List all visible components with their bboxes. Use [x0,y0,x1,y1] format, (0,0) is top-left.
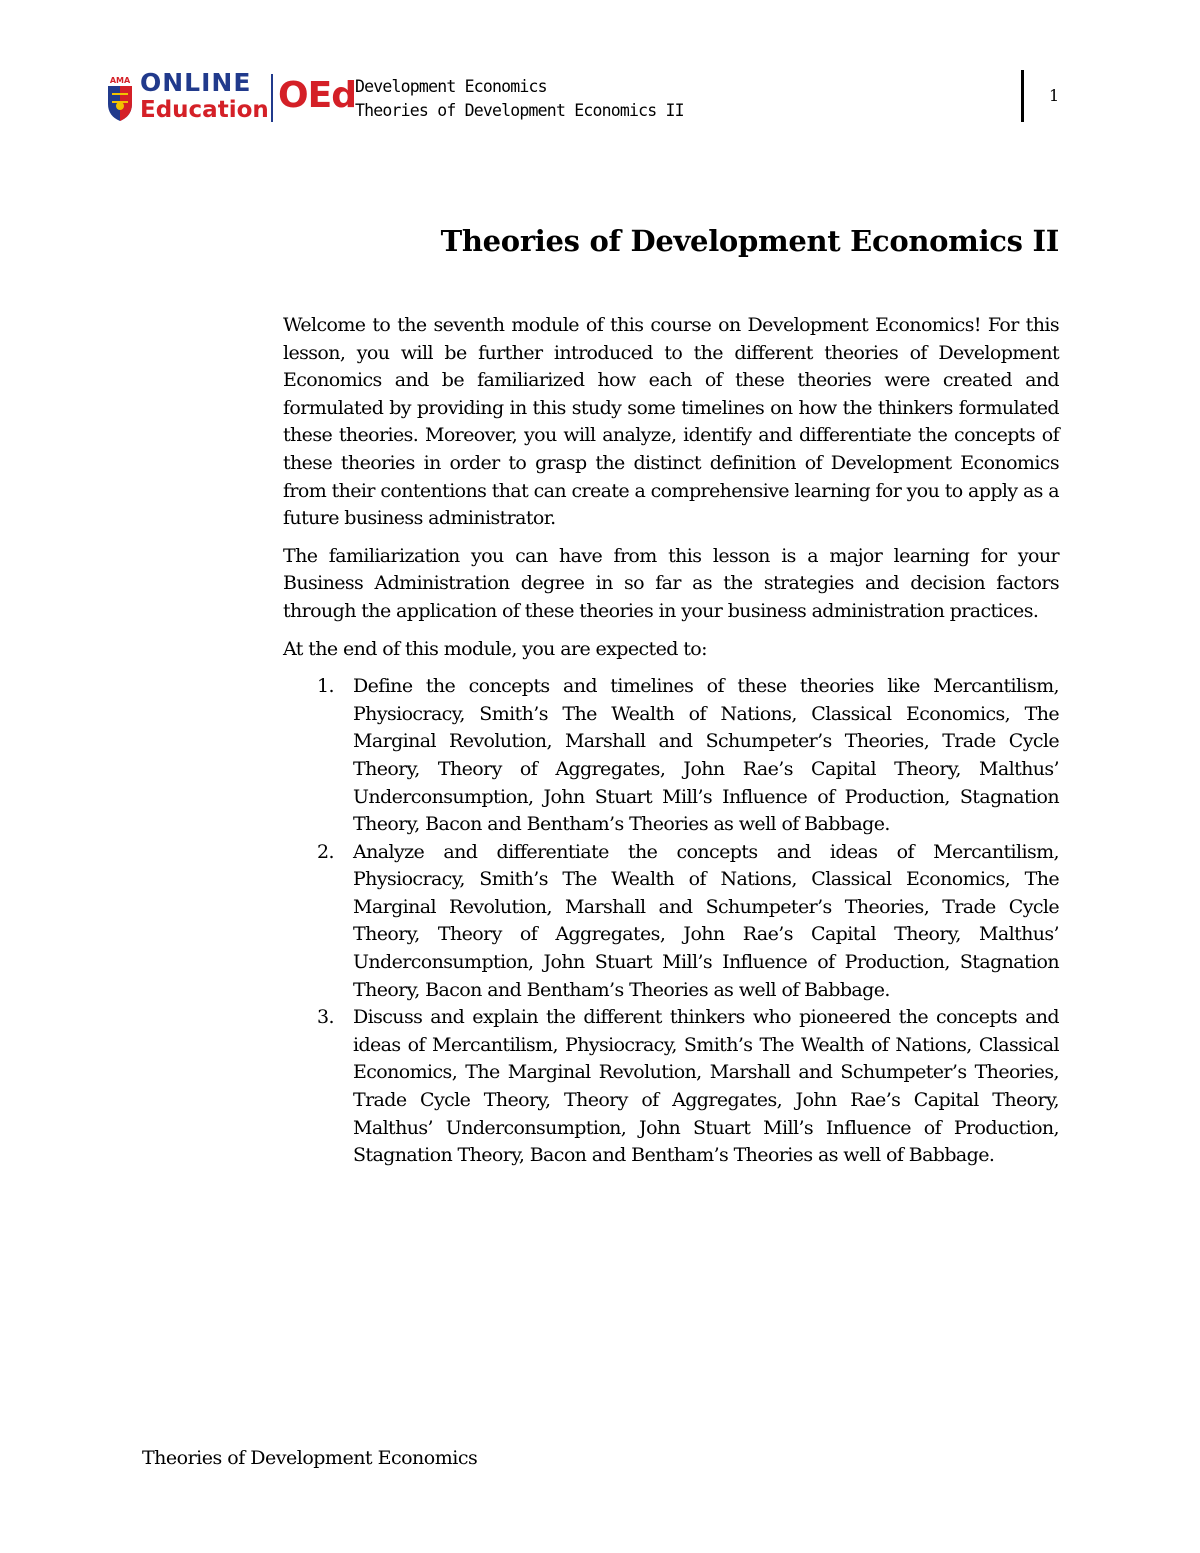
logo-divider [271,74,273,122]
objective-item [283,839,1059,1005]
objective-number: 2. [317,840,334,863]
page-footer: Theories of Development Economics [142,1447,478,1469]
objective-text: Define the concepts and timelines of these theories like Mercantilism, Physiocracy, Smith’s The Wealth of Nations, Classical Economics, The Marginal Revolution, Marshall and Schumpeter’s Theories, Trade Cycle Theory, Theory of Aggregates, John Rae’s Capital Theory, Malthus’ Underconsumption, John Stuart Mill’s Influence of Production, Stagnation Theory, Bacon and Bentham’s Theories as well of Babbage. [353,675,1059,836]
header-module-title: Theories of Development Economics II [355,101,684,120]
importance-paragraph: The familiarization you can have from this lesson is a major learning for your Business Administration degree in so far as the strategies and decision factors through the application of these theories in your business administration practices. [283,544,1059,622]
objective-item [283,1004,1059,1170]
page-number: 1 [1049,86,1060,105]
objectives-intro: At the end of this module, you are expected to: [283,637,707,660]
ama-shield-icon [106,74,134,122]
header-course-info [355,75,684,123]
logo-education-text: Education [140,97,269,123]
online-education-logo [106,68,356,126]
objective-text: Analyze and differentiate the concepts and ideas of Mercantilism, Physiocracy, Smith’s The Wealth of Nations, Classical Economics, The Marginal Revolution, Marshall and Schumpeter’s Theories, Trade Cycle Theory, Theory of Aggregates, John Rae’s Capital Theory, Malthus’ Underconsumption, John Stuart Mill’s Influence of Production, Stagnation Theory, Bacon and Bentham’s Theories as well of Babbage. [353,840,1059,1001]
intro-paragraph: Welcome to the seventh module of this course on Development Economics! For this lesson, you will be further introduced to the different theories of Development Economics and be familiarized how each of these theories were created and formulated by providing in this study some timelines on how the thinkers formulated these theories. Moreover, you will analyze, identify and differentiate the concepts of these theories in order to grasp the distinct definition of Development Economics from their contentions that can create a comprehensive learning for you to apply as a future business administrator. [283,314,1059,530]
header-course-title: Development Economics [355,77,547,96]
objective-text: Discuss and explain the different thinkers who pioneered the concepts and ideas of Mercantilism, Physiocracy, Smith’s The Wealth of Nations, Classical Economics, The Marginal Revolution, Marshall and Schumpeter’s Theories, Trade Cycle Theory, Theory of Aggregates, John Rae’s Capital Theory, Malthus’ Underconsumption, John Stuart Mill’s Influence of Production, Stagnation Theory, Bacon and Bentham’s Theories as well of Babbage. [353,1006,1059,1167]
objective-item [283,673,1059,839]
header-divider [1021,70,1024,122]
logo-oed-text: OEd [278,75,356,116]
objective-number: 3. [317,1006,334,1029]
body-content [283,312,1059,1170]
page-title: Theories of Development Economics II [440,224,1059,258]
objectives-list [283,673,1059,1170]
logo-online-text: ONLINE [140,68,252,97]
page-header [0,0,1200,140]
svg-text:AMA: AMA [109,76,131,85]
objective-number: 1. [317,675,334,698]
